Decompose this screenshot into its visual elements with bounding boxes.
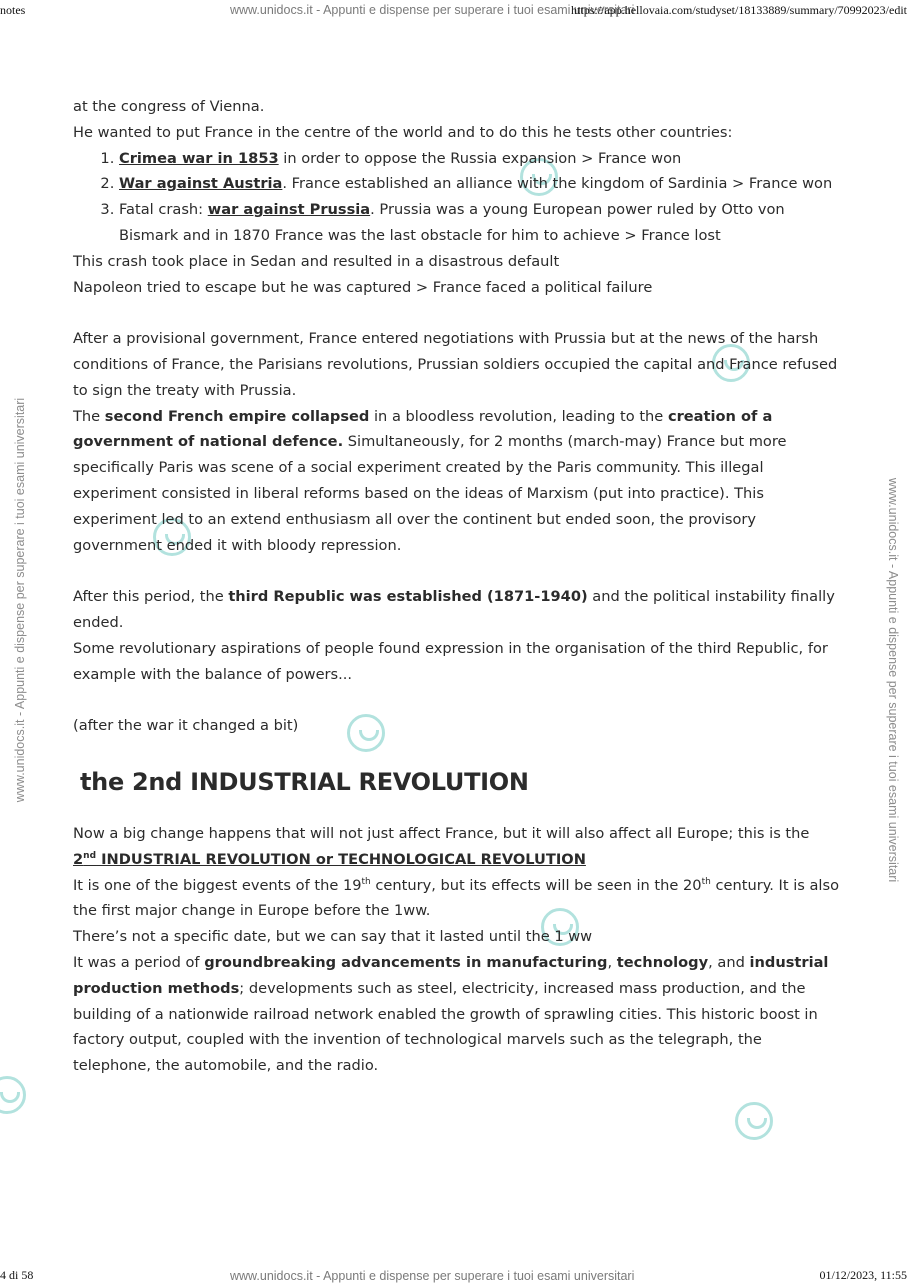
link-war-against-prussia[interactable]: war against Prussia — [207, 201, 371, 219]
print-footer-page: 4 di 58 — [0, 1268, 34, 1282]
paragraph — [73, 847, 843, 873]
watermark-top: www.unidocs.it - Appunti e dispense per superare i tuoi esami universitari — [230, 3, 635, 17]
print-header-url: https://app.hellovaia.com/studyset/18133889/summary/70992023/edit — [571, 3, 907, 17]
paragraph: Now a big change happens that will not just affect France, but it will also affect all Europe; this is the — [73, 824, 810, 842]
paragraph: After this period, the third Republic was established (1871-1940) and the political instability finally ended. — [73, 588, 835, 631]
text-line: This crash took place in Sedan and resulted in a disastrous default — [73, 252, 560, 270]
paragraph: It was a period of groundbreaking advancements in manufacturing, technology, and industrial production methods; developments such as steel, electricity, increased mass production, and the building of a nationwide railroad network enabled the growth of sprawling cities. This historic boost in factory output, coupled with the invention of technological marvels such as the telegraph, the telephone, the automobile, and the radio. — [73, 953, 829, 1075]
countries-list — [73, 146, 843, 249]
text-line: Napoleon tried to escape but he was captured > France faced a political failure — [73, 278, 653, 296]
list-item: 2. War against Austria. France established an alliance with the kingdom of Sardinia > France won — [119, 171, 843, 197]
paragraph: After a provisional government, France entered negotiations with Prussia but at the news of the harsh conditions of France, the Parisians revolutions, Prussian soldiers occupied the capital and France refused to sign the treaty with Prussia. — [73, 330, 838, 399]
watermark-bottom: www.unidocs.it - Appunti e dispense per superare i tuoi esami universitari — [230, 1269, 635, 1283]
text-line: at the congress of Vienna. — [73, 98, 265, 115]
paragraph: It is one of the biggest events of the 19th century, but its effects will be seen in the 20th century. It is also the first major change in Europe before the 1ww. — [73, 876, 840, 920]
list-item: 3. Fatal crash: war against Prussia. Prussia was a young European power ruled by Otto von Bismark and in 1870 France was the last obstacle for him to achieve > France lost — [119, 197, 843, 249]
print-footer-datetime: 01/12/2023, 11:55 — [819, 1268, 907, 1282]
paragraph: The second French empire collapsed in a bloodless revolution, leading to the creation of a government of national defence. Simultaneously, for 2 months (march-may) France but more specifically Paris was scene of a social experiment created by the Paris community. This illegal experiment consisted in liberal reforms based on the ideas of Marxism (put into practice). This experiment led to an extend enthusiasm all over the continent but ended soon, the provisory government ended it with bloody repression. — [73, 407, 787, 554]
watermark-logo-icon — [0, 1076, 26, 1114]
note: (after the war it changed a bit) — [73, 717, 299, 735]
document-body — [73, 94, 843, 1079]
link-industrial-revolution[interactable]: 2nd INDUSTRIAL REVOLUTION or TECHNOLOGICAL REVOLUTION — [73, 850, 586, 868]
section-heading: the 2nd INDUSTRIAL REVOLUTION — [80, 767, 529, 796]
print-header-title: notes — [0, 3, 26, 17]
list-item: 1. Crimea war in 1853 in order to oppose the Russia expansion > France won — [119, 146, 843, 172]
paragraph: Some revolutionary aspirations of people found expression in the organisation of the third Republic, for example with the balance of powers... — [73, 639, 828, 683]
link-crimea-war[interactable]: Crimea war in 1853 — [119, 149, 279, 167]
paragraph: There’s not a specific date, but we can say that it lasted until the 1 ww — [73, 928, 593, 946]
watermark-logo-icon — [735, 1102, 773, 1140]
link-war-against-austria[interactable]: War against Austria — [119, 175, 283, 193]
text-line: He wanted to put France in the centre of the world and to do this he tests other countries: — [73, 123, 733, 141]
